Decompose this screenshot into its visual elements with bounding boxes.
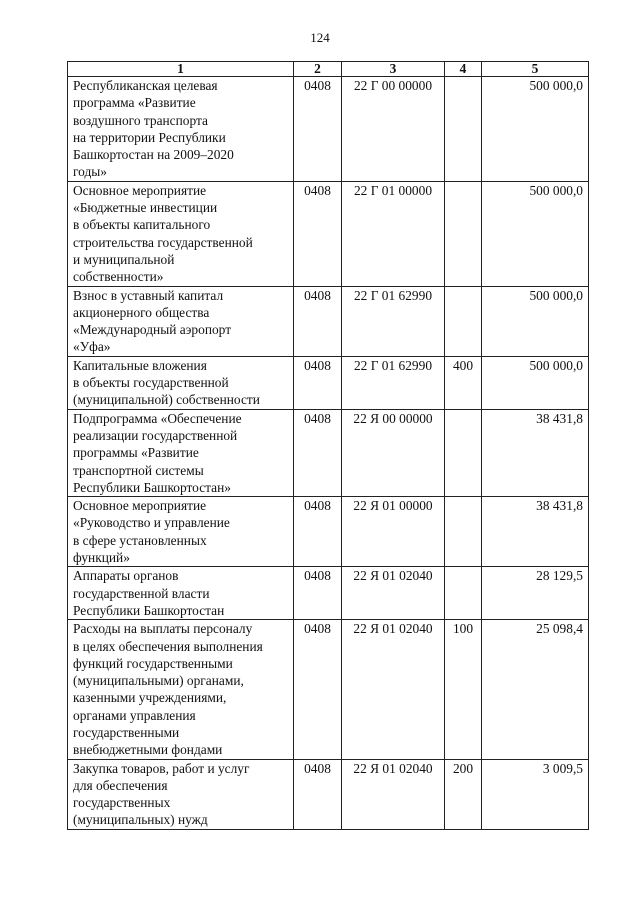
row-expense-type [445,567,482,620]
row-section: 0408 [294,356,342,409]
row-section: 0408 [294,286,342,356]
row-expense-type: 100 [445,620,482,759]
row-name: Республиканская целевая программа «Развитие воздушного транспорта на территории Республики Башкортостан на 2009–2020 годы» [68,77,294,182]
row-expense-type [445,497,482,567]
row-section: 0408 [294,497,342,567]
row-target-code: 22 Г 01 62990 [342,356,445,409]
row-expense-type [445,409,482,496]
header-col-5: 5 [482,62,589,77]
header-col-1: 1 [68,62,294,77]
row-name: Капитальные вложения в объекты государственной (муниципальной) собственности [68,356,294,409]
row-section: 0408 [294,77,342,182]
row-amount: 3 009,5 [482,759,589,829]
row-amount: 500 000,0 [482,286,589,356]
row-expense-type [445,181,482,286]
budget-table [67,61,589,830]
row-section: 0408 [294,567,342,620]
row-target-code: 22 Г 00 00000 [342,77,445,182]
table-row [68,620,589,759]
row-target-code: 22 Я 01 02040 [342,567,445,620]
table-row [68,497,589,567]
table-row [68,759,589,829]
row-target-code: 22 Г 01 62990 [342,286,445,356]
row-name: Подпрограмма «Обеспечение реализации государственной программы «Развитие транспортной системы Республики Башкортостан» [68,409,294,496]
row-target-code: 22 Я 01 00000 [342,497,445,567]
table-row [68,409,589,496]
row-amount: 500 000,0 [482,356,589,409]
header-col-4: 4 [445,62,482,77]
header-col-3: 3 [342,62,445,77]
row-target-code: 22 Я 00 00000 [342,409,445,496]
row-expense-type [445,286,482,356]
table-row [68,77,589,182]
row-name: Основное мероприятие «Бюджетные инвестиции в объекты капитального строительства государственной и муниципальной собственности» [68,181,294,286]
page-number: 124 [310,30,330,45]
table-header-row [68,62,589,77]
row-expense-type: 200 [445,759,482,829]
row-name: Расходы на выплаты персоналу в целях обеспечения выполнения функций государственными (муниципальными) органами, казенными учреждениями, органами управления государственными внебюджетными фондами [68,620,294,759]
row-section: 0408 [294,181,342,286]
row-section: 0408 [294,409,342,496]
row-amount: 28 129,5 [482,567,589,620]
row-section: 0408 [294,759,342,829]
row-amount: 38 431,8 [482,497,589,567]
row-target-code: 22 Г 01 00000 [342,181,445,286]
row-target-code: 22 Я 01 02040 [342,620,445,759]
row-name: Основное мероприятие «Руководство и управление в сфере установленных функций» [68,497,294,567]
row-name: Аппараты органов государственной власти Республики Башкортостан [68,567,294,620]
row-expense-type [445,77,482,182]
row-section: 0408 [294,620,342,759]
table-row [68,567,589,620]
row-name: Взнос в уставный капитал акционерного общества «Международный аэропорт «Уфа» [68,286,294,356]
row-amount: 38 431,8 [482,409,589,496]
row-expense-type: 400 [445,356,482,409]
row-target-code: 22 Я 01 02040 [342,759,445,829]
row-amount: 500 000,0 [482,181,589,286]
row-amount: 25 098,4 [482,620,589,759]
table-row [68,356,589,409]
row-name: Закупка товаров, работ и услуг для обеспечения государственных (муниципальных) нужд [68,759,294,829]
row-amount: 500 000,0 [482,77,589,182]
table-row [68,181,589,286]
table-row [68,286,589,356]
header-col-2: 2 [294,62,342,77]
